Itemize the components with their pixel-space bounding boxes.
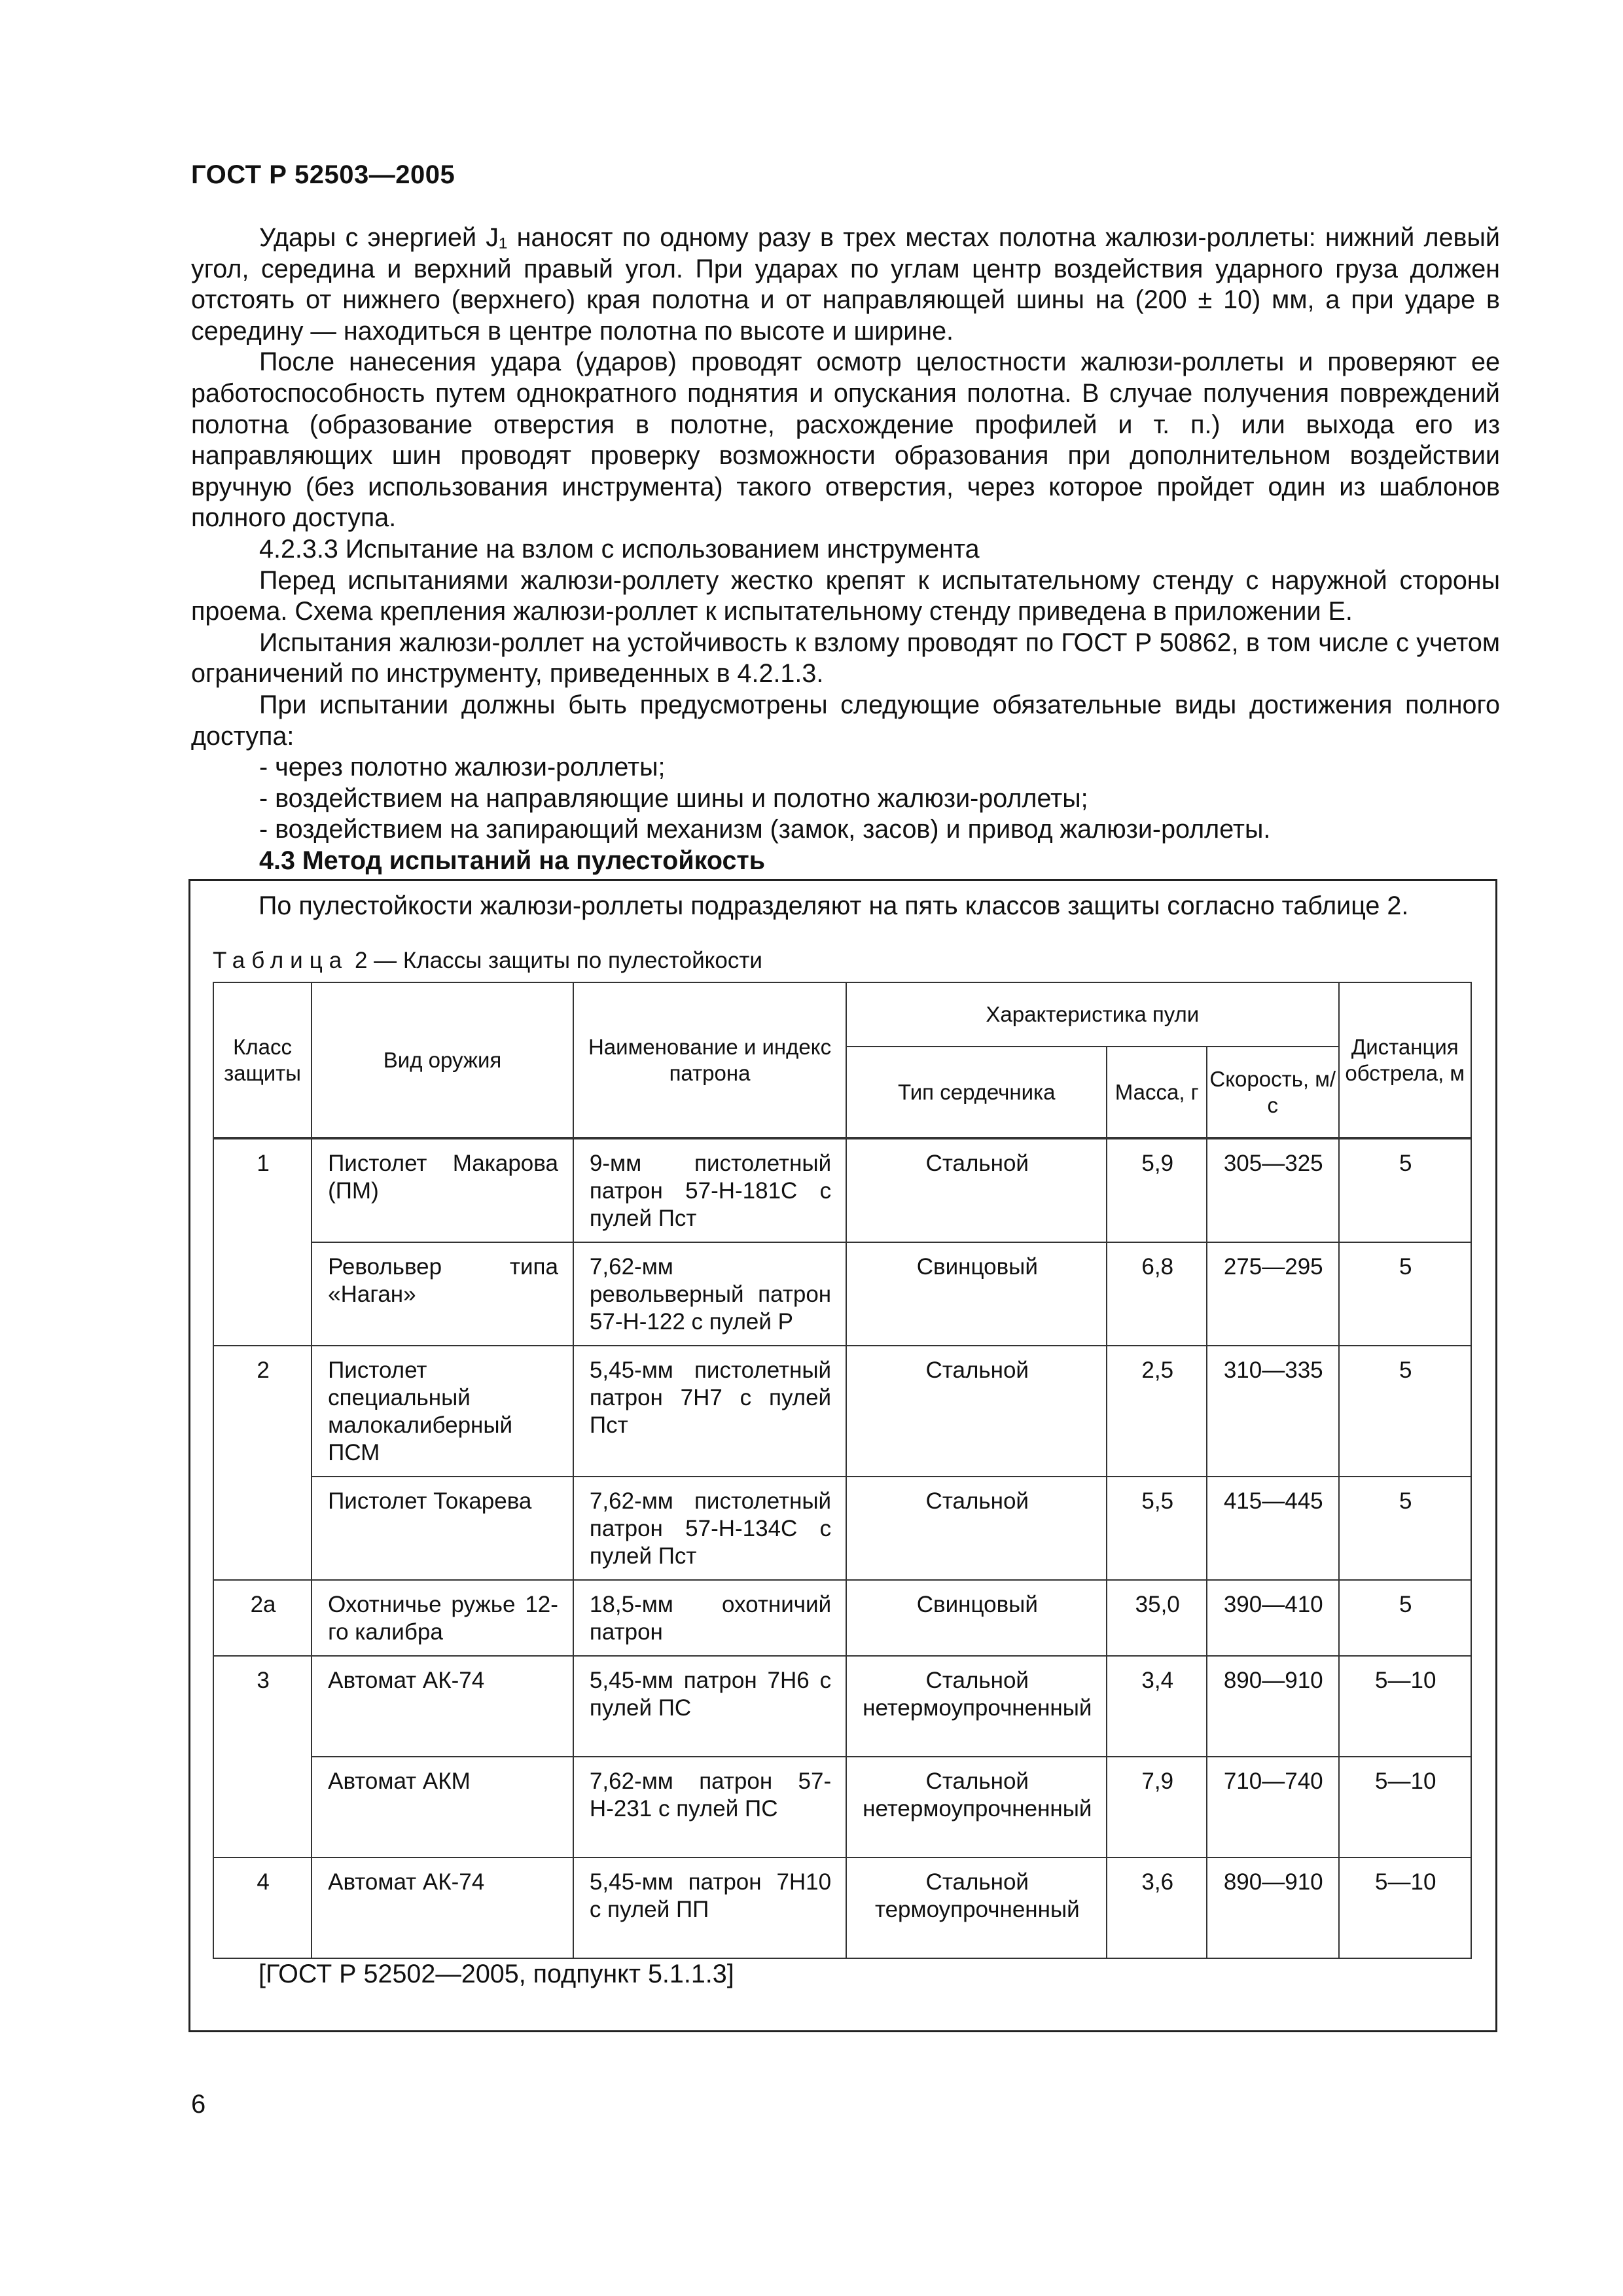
box-intro: По пулестойкости жалюзи-роллеты подразделяют на пять классов защиты согласно таблице 2. <box>259 891 1409 920</box>
header-bullet: Характеристика пули <box>846 982 1338 1047</box>
cell-cartridge: 7,62-мм револьверный патрон 57-Н-122 с пулей Р <box>589 1254 832 1335</box>
table-row <box>213 1242 1471 1346</box>
cell-distance: 5—10 <box>1375 1869 1436 1895</box>
paragraph-access: При испытании должны быть предусмотрены следующие обязательные виды достижения полного доступа: <box>191 690 1500 751</box>
cell-mass: 3,6 <box>1141 1869 1174 1895</box>
cell-core: Свинцовый <box>916 1592 1038 1617</box>
cell-weapon: Револьвер типа «Наган» <box>328 1254 558 1307</box>
header-cartridge: Наименование и индекс патрона <box>573 982 846 1138</box>
cell-weapon: Пистолет Макарова (ПМ) <box>328 1151 558 1204</box>
cell-mass: 35,0 <box>1135 1592 1180 1617</box>
source-reference: [ГОСТ Р 52502—2005, подпункт 5.1.1.3] <box>259 1960 734 1988</box>
table-row <box>213 1580 1471 1656</box>
header-core: Тип сердечника <box>846 1047 1107 1138</box>
list-item: - воздействием на направляющие шины и полотно жалюзи-роллеты; <box>259 783 1088 813</box>
cell-class: 2а <box>250 1592 276 1617</box>
cell-mass: 5,9 <box>1141 1151 1174 1176</box>
bullet-resistance-box <box>188 879 1497 2032</box>
header-class: Класс защиты <box>213 982 312 1138</box>
cell-speed: 275—295 <box>1223 1254 1323 1280</box>
cell-speed: 415—445 <box>1223 1488 1323 1514</box>
cell-cartridge: 9-мм пистолетный патрон 57-Н-181С с пулей Пст <box>589 1151 832 1231</box>
protection-class-table <box>213 982 1472 1959</box>
cell-core: Стальной <box>925 1488 1029 1514</box>
cell-weapon: Пистолет Токарева <box>328 1488 532 1514</box>
cell-class: 3 <box>257 1668 270 1693</box>
cell-speed: 890—910 <box>1223 1668 1323 1693</box>
table-row <box>213 1857 1471 1958</box>
list-item: - через полотно жалюзи-роллеты; <box>259 753 666 782</box>
cell-distance: 5—10 <box>1375 1668 1436 1693</box>
body-text <box>191 223 1500 876</box>
cell-class <box>214 1757 311 1776</box>
list-item: - воздействием на запирающий механизм (замок, засов) и привод жалюзи-роллеты. <box>259 815 1271 844</box>
cell-mass: 3,4 <box>1141 1668 1174 1693</box>
header-distance: Дистанция обстрела, м <box>1339 982 1471 1138</box>
cell-distance: 5 <box>1399 1488 1412 1514</box>
cell-mass: 7,9 <box>1141 1768 1174 1794</box>
cell-class: 4 <box>257 1869 270 1895</box>
header-speed: Скорость, м/с <box>1207 1047 1339 1138</box>
cell-cartridge: 5,45-мм патрон 7Н6 с пулей ПС <box>589 1668 832 1721</box>
cell-mass: 2,5 <box>1141 1357 1174 1383</box>
cell-mass: 5,5 <box>1141 1488 1174 1514</box>
cell-core: Стальной <box>925 1357 1029 1383</box>
cell-cartridge: 5,45-мм пистолетный патрон 7Н7 с пулей Пст <box>589 1357 832 1438</box>
table-row <box>213 1656 1471 1757</box>
cell-class <box>214 1477 311 1496</box>
cell-cartridge: 5,45-мм патрон 7Н10 с пулей ПП <box>589 1869 832 1922</box>
cell-core: Свинцовый <box>916 1254 1038 1280</box>
paragraph-impact: Удары с энергией J₁ наносят по одному разу в трех местах полотна жалюзи-роллеты: нижний левый угол, середина и верхний правый угол. При ударах по углам центр воздействия ударного груза должен отстоять от нижнего (верхнего) края полотна и от направляющей шины на (200 ± 10) мм, а при ударе в середину — находиться в центре полотна по высоте и ширине. <box>191 223 1500 346</box>
cell-core: Стальной термоупрочненный <box>874 1869 1080 1922</box>
table-caption-text: 2 — Классы защиты по пулестойкости <box>354 948 762 973</box>
table-row <box>213 1138 1471 1242</box>
cell-weapon: Автомат АК-74 <box>328 1869 485 1895</box>
cell-distance: 5 <box>1399 1151 1412 1176</box>
header-weapon: Вид оружия <box>312 982 573 1138</box>
cell-weapon: Охотничье ружье 12-го калибра <box>328 1592 558 1645</box>
cell-mass: 6,8 <box>1141 1254 1174 1280</box>
cell-cartridge: 7,62-мм пистолетный патрон 57-Н-134С с пулей Пст <box>589 1488 832 1569</box>
cell-distance: 5 <box>1399 1254 1412 1280</box>
section-heading: 4.3 Метод испытаний на пулестойкость <box>259 846 766 875</box>
cell-speed: 305—325 <box>1223 1151 1323 1176</box>
paragraph-inspection: После нанесения удара (ударов) проводят осмотр целостности жалюзи-роллеты и проверяют ее работоспособность путем однократного поднятия и опускания полотна. В случае получения повреждений полотна (образование отверстия в полотне, расхождение профилей и т. п.) или выхода его из направляющих шин проводят проверку возможности образования при дополнительном воздействии вручную (без использования инструмента) такого отверстия, через которое пройдет один из шаблонов полного доступа. <box>191 348 1500 533</box>
cell-cartridge: 7,62-мм патрон 57-Н-231 с пулей ПС <box>589 1768 832 1821</box>
table-row <box>213 1346 1471 1477</box>
cell-core: Стальной <box>925 1151 1029 1176</box>
table-caption-label: Таблица <box>213 948 349 973</box>
cell-distance: 5—10 <box>1375 1768 1436 1794</box>
document-header: ГОСТ Р 52503—2005 <box>191 160 455 189</box>
cell-core: Стальной нетермоупрочненный <box>863 1668 1092 1721</box>
page-number: 6 <box>191 2090 206 2119</box>
table-caption <box>213 948 762 974</box>
cell-weapon: Пистолет специальный малокалиберный ПСМ <box>328 1357 513 1465</box>
cell-core: Стальной нетермоупрочненный <box>863 1768 1092 1821</box>
cell-weapon: Автомат АКМ <box>328 1768 471 1794</box>
subsection-title: 4.2.3.3 Испытание на взлом с использованием инструмента <box>259 534 980 564</box>
cell-class: 1 <box>257 1151 270 1176</box>
cell-speed: 310—335 <box>1223 1357 1323 1383</box>
cell-cartridge: 18,5-мм охотничий патрон <box>589 1592 832 1645</box>
cell-distance: 5 <box>1399 1357 1412 1383</box>
cell-speed: 710—740 <box>1223 1768 1323 1794</box>
table-row <box>213 1477 1471 1580</box>
cell-speed: 890—910 <box>1223 1869 1323 1895</box>
table-row <box>213 1757 1471 1857</box>
paragraph-mounting: Перед испытаниями жалюзи-роллету жестко крепят к испытательному стенду с наружной стороны проема. Схема крепления жалюзи-роллет к испытательному стенду приведена в приложении Е. <box>191 565 1500 626</box>
cell-distance: 5 <box>1399 1592 1412 1617</box>
cell-class: 2 <box>257 1357 270 1383</box>
cell-weapon: Автомат АК-74 <box>328 1668 485 1693</box>
cell-class <box>214 1242 311 1262</box>
header-mass: Масса, г <box>1107 1047 1207 1138</box>
paragraph-break-in: Испытания жалюзи-роллет на устойчивость к взлому проводят по ГОСТ Р 50862, в том числе с учетом ограничений по инструменту, приведенных в 4.2.1.3. <box>191 628 1500 689</box>
cell-speed: 390—410 <box>1223 1592 1323 1617</box>
